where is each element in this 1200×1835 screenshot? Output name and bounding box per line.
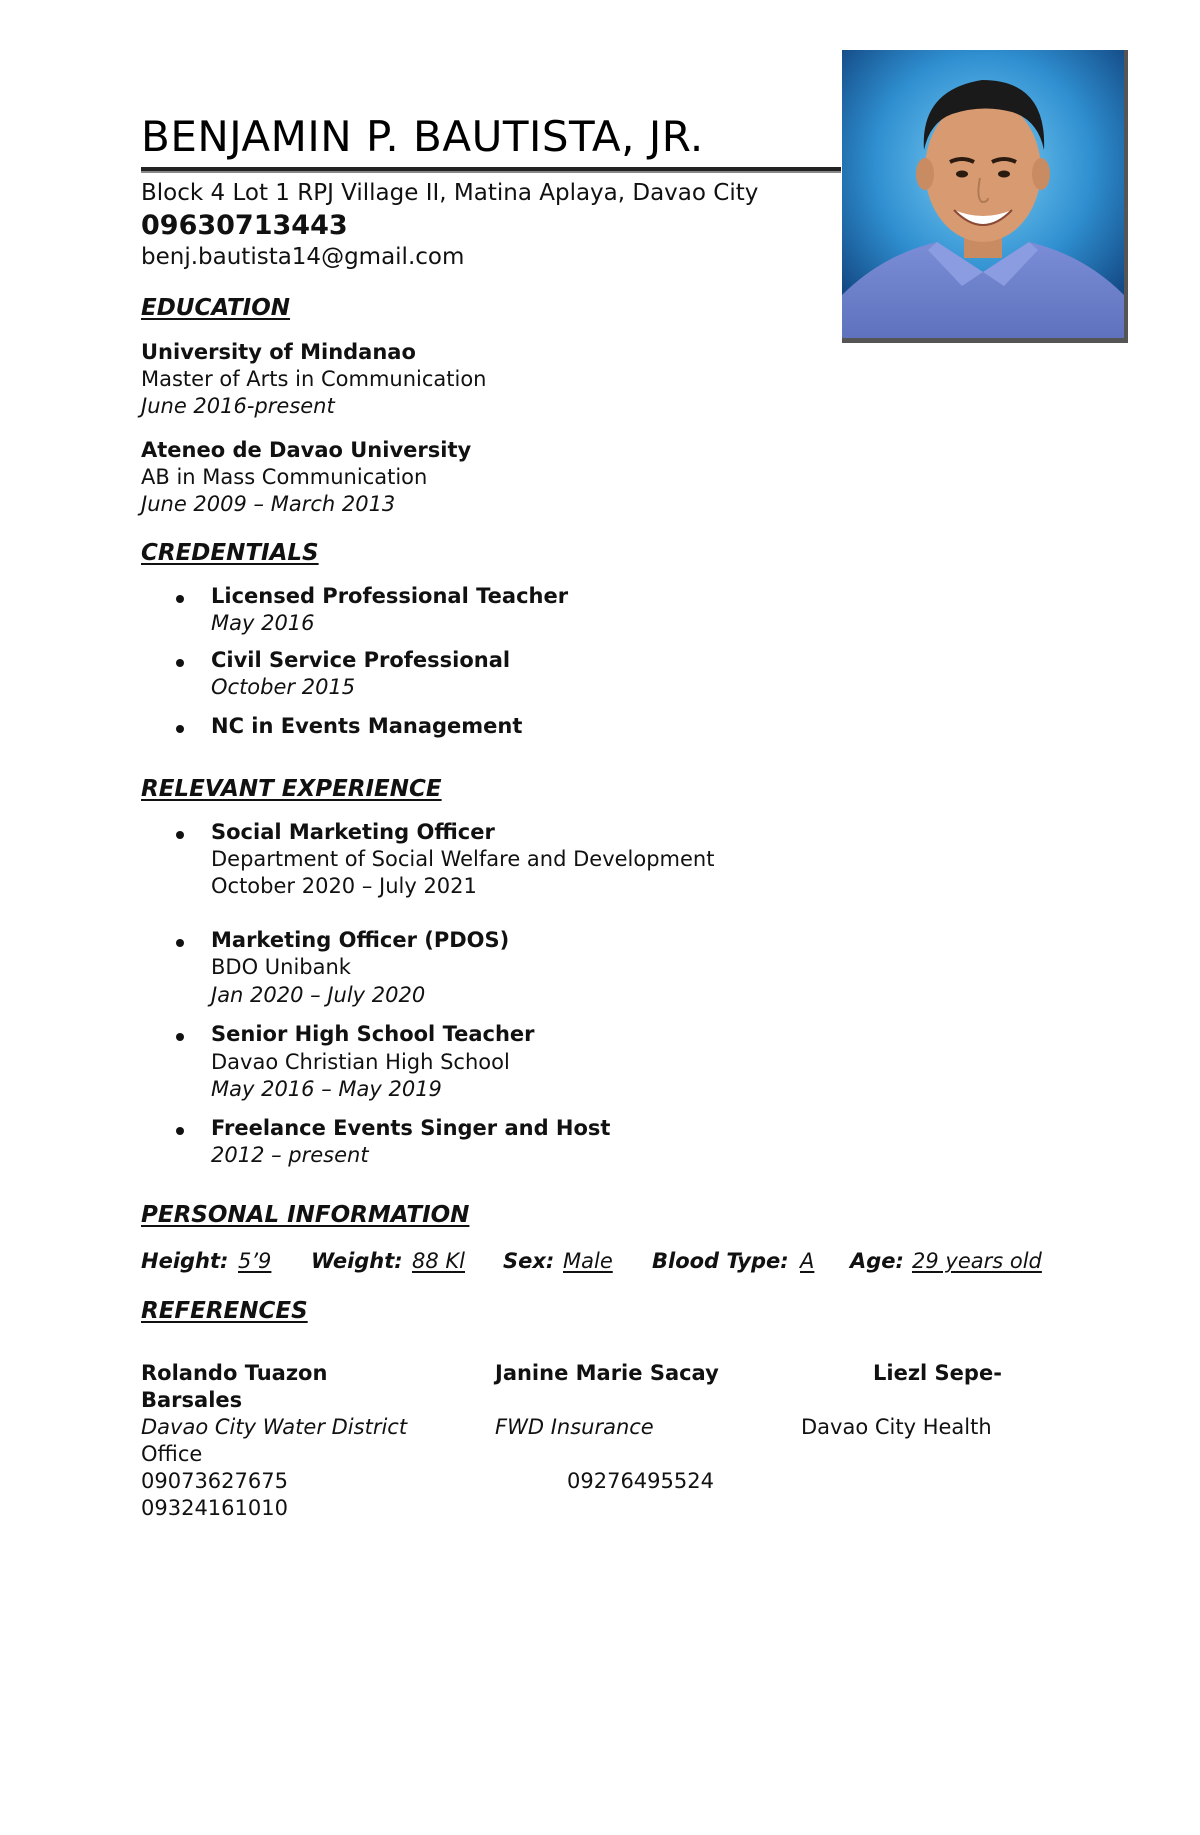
reference-name: Janine Marie Sacay: [495, 1361, 719, 1385]
reference-phone: 09073627675: [141, 1469, 288, 1493]
experience-org: Davao Christian High School: [211, 1050, 510, 1074]
profile-photo: [842, 50, 1124, 338]
bullet-icon: [176, 1127, 184, 1135]
credentials-heading: CREDENTIALS: [141, 540, 319, 566]
blood-type-label: Blood Type:: [652, 1249, 789, 1273]
reference-name-continued: Barsales: [141, 1388, 243, 1412]
weight-label: Weight:: [311, 1249, 403, 1273]
reference-phone: 09324161010: [141, 1496, 288, 1520]
bullet-icon: [176, 1033, 184, 1041]
phone-number: 09630713443: [141, 210, 348, 241]
reference-name: Liezl Sepe-: [873, 1361, 1002, 1385]
experience-role: Social Marketing Officer: [211, 820, 495, 844]
credential-date: May 2016: [211, 611, 315, 635]
experience-org: Department of Social Welfare and Development: [211, 847, 715, 871]
experience-role: Marketing Officer (PDOS): [211, 928, 510, 952]
experience-dates: 2012 – present: [211, 1143, 369, 1167]
education-degree: Master of Arts in Communication: [141, 367, 487, 391]
reference-name: Rolando Tuazon: [141, 1361, 328, 1385]
name-divider: [141, 167, 841, 173]
reference-org-continued: Office: [141, 1442, 203, 1466]
education-school: Ateneo de Davao University: [141, 438, 472, 462]
bullet-icon: [176, 725, 184, 733]
resume-name: BENJAMIN P. BAUTISTA, JR.: [141, 112, 704, 161]
portrait-image: [842, 50, 1124, 338]
experience-role: Senior High School Teacher: [211, 1022, 535, 1046]
address: Block 4 Lot 1 RPJ Village II, Matina Aplaya, Davao City: [141, 180, 759, 206]
bullet-icon: [176, 939, 184, 947]
reference-phone: 09276495524: [567, 1469, 714, 1493]
experience-org: BDO Unibank: [211, 955, 351, 979]
education-degree: AB in Mass Communication: [141, 465, 428, 489]
experience-role: Freelance Events Singer and Host: [211, 1116, 611, 1140]
age-value: 29 years old: [912, 1249, 1042, 1273]
credential-title: NC in Events Management: [211, 714, 523, 738]
email-address: benj.bautista14@gmail.com: [141, 244, 465, 270]
references-heading: REFERENCES: [141, 1298, 308, 1324]
experience-heading: RELEVANT EXPERIENCE: [141, 776, 442, 802]
sex-value: Male: [563, 1249, 613, 1273]
personal-heading: PERSONAL INFORMATION: [141, 1202, 470, 1228]
weight-value: 88 Kl: [412, 1249, 466, 1273]
education-school: University of Mindanao: [141, 340, 416, 364]
experience-dates: May 2016 – May 2019: [211, 1077, 442, 1101]
height-value: 5’9: [238, 1249, 272, 1273]
reference-org: Davao City Water District: [141, 1415, 408, 1439]
credential-date: October 2015: [211, 675, 356, 699]
education-heading: EDUCATION: [141, 295, 291, 321]
credential-title: Civil Service Professional: [211, 648, 511, 672]
age-label: Age:: [850, 1249, 904, 1273]
height-label: Height:: [141, 1249, 229, 1273]
credential-title: Licensed Professional Teacher: [211, 584, 569, 608]
reference-org: Davao City Health: [801, 1415, 992, 1439]
education-dates: June 2009 – March 2013: [141, 492, 396, 516]
bullet-icon: [176, 659, 184, 667]
experience-dates: October 2020 – July 2021: [211, 874, 477, 898]
education-dates: June 2016-present: [141, 394, 335, 418]
experience-dates: Jan 2020 – July 2020: [211, 983, 426, 1007]
blood-type-value: A: [800, 1249, 815, 1273]
bullet-icon: [176, 595, 184, 603]
bullet-icon: [176, 831, 184, 839]
sex-label: Sex:: [503, 1249, 555, 1273]
reference-org: FWD Insurance: [495, 1415, 654, 1439]
